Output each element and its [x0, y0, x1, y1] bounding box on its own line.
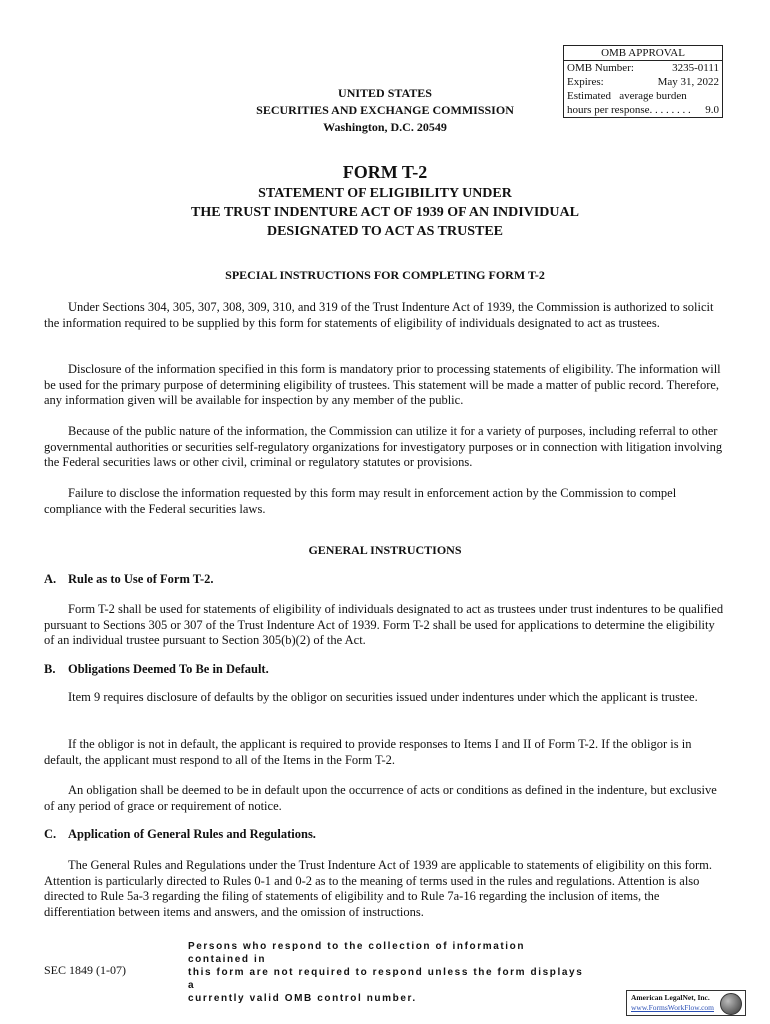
omb-approval-box — [563, 45, 723, 118]
legalnet-badge[interactable] — [626, 990, 746, 1016]
section-b-title: Obligations Deemed To Be in Default. — [68, 662, 269, 676]
section-a-heading — [44, 572, 213, 587]
section-b-letter: B. — [44, 662, 56, 676]
omb-notice-line2: this form are not required to respond unless the form displays a — [188, 967, 584, 991]
omb-expires-row — [567, 75, 719, 89]
section-c-heading — [44, 827, 316, 842]
general-instructions-heading: GENERAL INSTRUCTIONS — [308, 543, 462, 557]
section-a-paragraph-1: Form T-2 shall be used for statements of eligibility of individuals designated to act as trustees under trust indentures to be qualified pursuant to Sections 305 or 307 of the Trust Indenture Act of 1939. Form T-2 shall be used for applications to determine the eligibility of an individual trustee pursuant to Section 305(b)(2) of the Act. — [44, 602, 724, 648]
section-a-title: Rule as to Use of Form T-2. — [68, 572, 214, 586]
omb-title: OMB APPROVAL — [564, 46, 722, 61]
omb-expires-label: Expires: — [567, 76, 604, 88]
omb-burden-value: 9.0 — [705, 104, 719, 116]
legalnet-brand: American LegalNet, Inc. — [631, 993, 710, 1002]
omb-number-value: 3235-0111 — [672, 62, 719, 74]
omb-notice-line1: Persons who respond to the collection of information contained in — [188, 941, 526, 965]
agency-header — [200, 85, 570, 136]
globe-icon — [720, 993, 742, 1015]
omb-burden-label: hours per response. . . . . . . . — [567, 104, 691, 116]
special-instructions-heading: SPECIAL INSTRUCTIONS FOR COMPLETING FORM T-2 — [225, 268, 545, 282]
special-paragraph-1: Under Sections 304, 305, 307, 308, 309, 310, and 319 of the Trust Indenture Act of 1939, the Commission is authorized to solicit the information required to be supplied by this form for statements of eligibility of individuals designated to act as trustees. — [44, 300, 714, 330]
omb-burden-row-1 — [567, 89, 719, 103]
section-b-paragraph-1: Item 9 requires disclosure of defaults by the obligor on securities issued under indentures under which the applicant is trustee. — [68, 690, 698, 704]
special-paragraph-4: Failure to disclose the information requested by this form may result in enforcement action by the Commission to compel compliance with the Federal securities laws. — [44, 486, 677, 516]
form-subtitle-2: THE TRUST INDENTURE ACT OF 1939 OF AN INDIVIDUAL — [191, 205, 579, 220]
legalnet-url-link[interactable]: www.FormsWorkFlow.com — [631, 1003, 715, 1012]
form-subtitle-3: DESIGNATED TO ACT AS TRUSTEE — [266, 224, 504, 239]
omb-number-row — [567, 61, 719, 75]
section-a-letter: A. — [44, 572, 57, 586]
omb-burden-line1: Estimated average burden — [567, 90, 687, 102]
omb-expires-value: May 31, 2022 — [657, 76, 719, 88]
form-code: SEC 1849 (1-07) — [44, 963, 126, 977]
section-b-heading — [44, 662, 269, 677]
form-title-block — [0, 160, 770, 241]
special-paragraph-2: Disclosure of the information specified in this form is mandatory prior to processing statements of eligibility. The information will be used for the primary purpose of determining eligibility of trustees. This statement will be made a matter of public record. Therefore, any information given will be available for inspection by any member of the public. — [44, 362, 721, 408]
form-name: FORM T-2 — [342, 162, 428, 182]
agency-line3: Washington, D.C. 20549 — [323, 120, 447, 134]
section-c-paragraph-1: The General Rules and Regulations under the Trust Indenture Act of 1939 are applicable to statements of eligibility on this form. Attention is particularly directed to Rules 0-1 and 0-2 as to the meaning of terms used in the rules and regulations. Attention is also directed to Rule 5a-3 regarding the filing of statements of eligibility and to Rule 7a-16 regarding the inclusion of items, the differentiation between items and answers, and the omission of instructions. — [44, 858, 712, 919]
section-c-title: Application of General Rules and Regulations. — [68, 827, 316, 841]
omb-number-label: OMB Number: — [567, 62, 634, 74]
section-b-paragraph-2: If the obligor is not in default, the applicant is required to provide responses to Items I and II of Form T-2. If the obligor is in default, the applicant must respond to all of the Items in the Form T-2. — [44, 737, 692, 767]
form-subtitle-1: STATEMENT OF ELIGIBILITY UNDER — [258, 186, 512, 201]
section-c-letter: C. — [44, 827, 57, 841]
agency-line1: UNITED STATES — [338, 86, 432, 100]
omb-notice-line3: currently valid OMB control number. — [188, 993, 417, 1004]
special-paragraph-3: Because of the public nature of the information, the Commission can utilize it for a variety of purposes, including referral to other governmental authorities or securities self-regulatory organizations for investigatory purposes or in connection with litigation involving the Federal securities laws or other civil, criminal or regulatory statutes or provisions. — [44, 424, 723, 470]
omb-notice — [188, 940, 588, 1005]
section-b-paragraph-3: An obligation shall be deemed to be in default upon the occurrence of acts or conditions as defined in the indenture, but exclusive of any period of grace or requirement of notice. — [44, 783, 717, 813]
agency-line2: SECURITIES AND EXCHANGE COMMISSION — [256, 103, 514, 117]
omb-burden-row-2 — [567, 103, 719, 117]
